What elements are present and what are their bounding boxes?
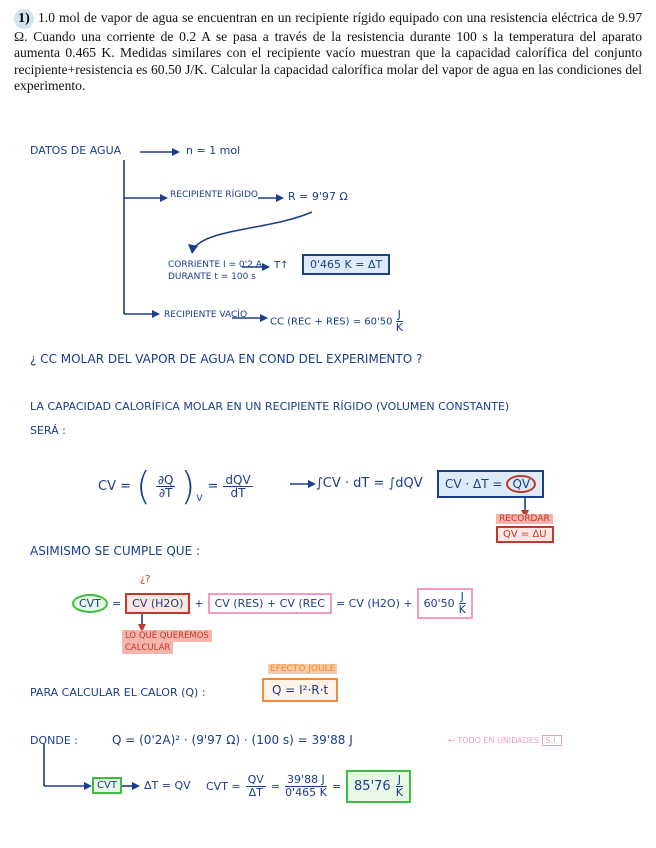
q-calculation: Q = (0'2A)² · (9'97 Ω) · (100 s) = 39'88 J <box>112 733 353 747</box>
problem-number: 1) <box>14 9 34 29</box>
res-rec-box: CV (RES) + CV (REC <box>208 593 332 614</box>
para-calcular-line: PARA CALCULAR EL CALOR (Q) : <box>30 686 206 699</box>
result-box: 85'76 $\frac{J}{K}$ <box>346 770 411 803</box>
cvt-final-equation: CVT = $\frac{QV}{\Delta T}$ = $\frac{39'88 J}{0'465 K}$ = 85'76 $\frac{J}{K}$ <box>206 770 411 803</box>
qv-du-box: QV = ΔU <box>496 526 554 543</box>
heat-capacity-sum: CVT = CV (H2O) + CV (RES) + CV (REC = CV (H2O) + 60'50 $\frac{J}{K}$ <box>72 588 473 619</box>
si-note: ← TODO EN UNIDADES S.I. <box>448 736 562 745</box>
question-line: ¿ CC MOLAR DEL VAPOR DE AGUA EN COND DEL EXPERIMENTO ? <box>30 352 423 366</box>
asimismo-line: ASIMISMO SE CUMPLE QUE : <box>30 544 201 558</box>
delta-t-box: 0'465 K = ΔT <box>302 254 390 275</box>
lo-que-queremos-label: LO QUE QUEREMOS CALCULAR <box>122 630 212 654</box>
donde-label: DONDE : <box>30 734 78 747</box>
joule-formula-box: Q = I²·R·t <box>262 678 338 702</box>
resistance-value: R = 9'97 Ω <box>288 190 348 203</box>
cv-derivation: CV = ( $\frac{\partial Q}{\partial T}$ ) V = $\frac{\text{dQV}}{dT}$ <box>98 464 251 508</box>
cvt-small-box: CVT <box>92 777 122 794</box>
temperature-arrow: T↑ <box>274 260 289 271</box>
datos-heading: DATOS DE AGUA <box>30 144 122 157</box>
recordar-label: RECORDAR <box>496 514 553 524</box>
efecto-joule-label: EFECTO JOULE <box>270 664 336 674</box>
sixty-box: 60'50 $\frac{J}{K}$ <box>417 588 473 619</box>
recipiente-vacio-label: RECIPIENTE VACÍO <box>164 310 248 320</box>
qv-circle: QV <box>506 475 536 493</box>
ct-circle: CVT <box>72 594 108 613</box>
durante-label: DURANTE t = 100 s <box>168 272 256 282</box>
delta-qv: ΔT = QV <box>144 779 191 792</box>
cv-delta-t-box: CV · ΔT = QV <box>437 470 544 498</box>
cc-rec-res-value: CC (REC + RES) = 60'50 $\frac{J}{K}$ <box>270 308 403 334</box>
h2o-box: CV (H2O) <box>125 593 190 614</box>
capacidad-line: LA CAPACIDAD CALORÍFICA MOLAR EN UN RECIPIENTE RÍGIDO (VOLUMEN CONSTANTE) <box>30 400 510 413</box>
sera-label: SERÁ : <box>30 424 66 437</box>
problem-text: 1.0 mol de vapor de agua se encuentran en un recipiente rígido equipado con una resistencia eléctrica de 9.97 Ω. Cuando una corriente de 0.2 A se pasa a través de la resistencia durante 100 s la temperatura del aparato aumenta 0.465 K. Medidas similares con el recipiente vacío muestran que la capacidad calorífica del conjunto recipiente+resistencia es 60.50 J/K. Calcular la capacidad calorífica molar del vapor de agua en las condiciones del experimento. <box>14 10 642 94</box>
corriente-label: CORRIENTE I = 0'2 A <box>168 260 262 270</box>
moles-value: n = 1 mol <box>186 144 241 157</box>
recipiente-rigido-label: RECIPIENTE RÍGIDO <box>170 190 258 200</box>
question-mark-label: ¿? <box>140 574 151 585</box>
integral-expression: ∫CV · dT = ∫dQV <box>316 476 423 491</box>
